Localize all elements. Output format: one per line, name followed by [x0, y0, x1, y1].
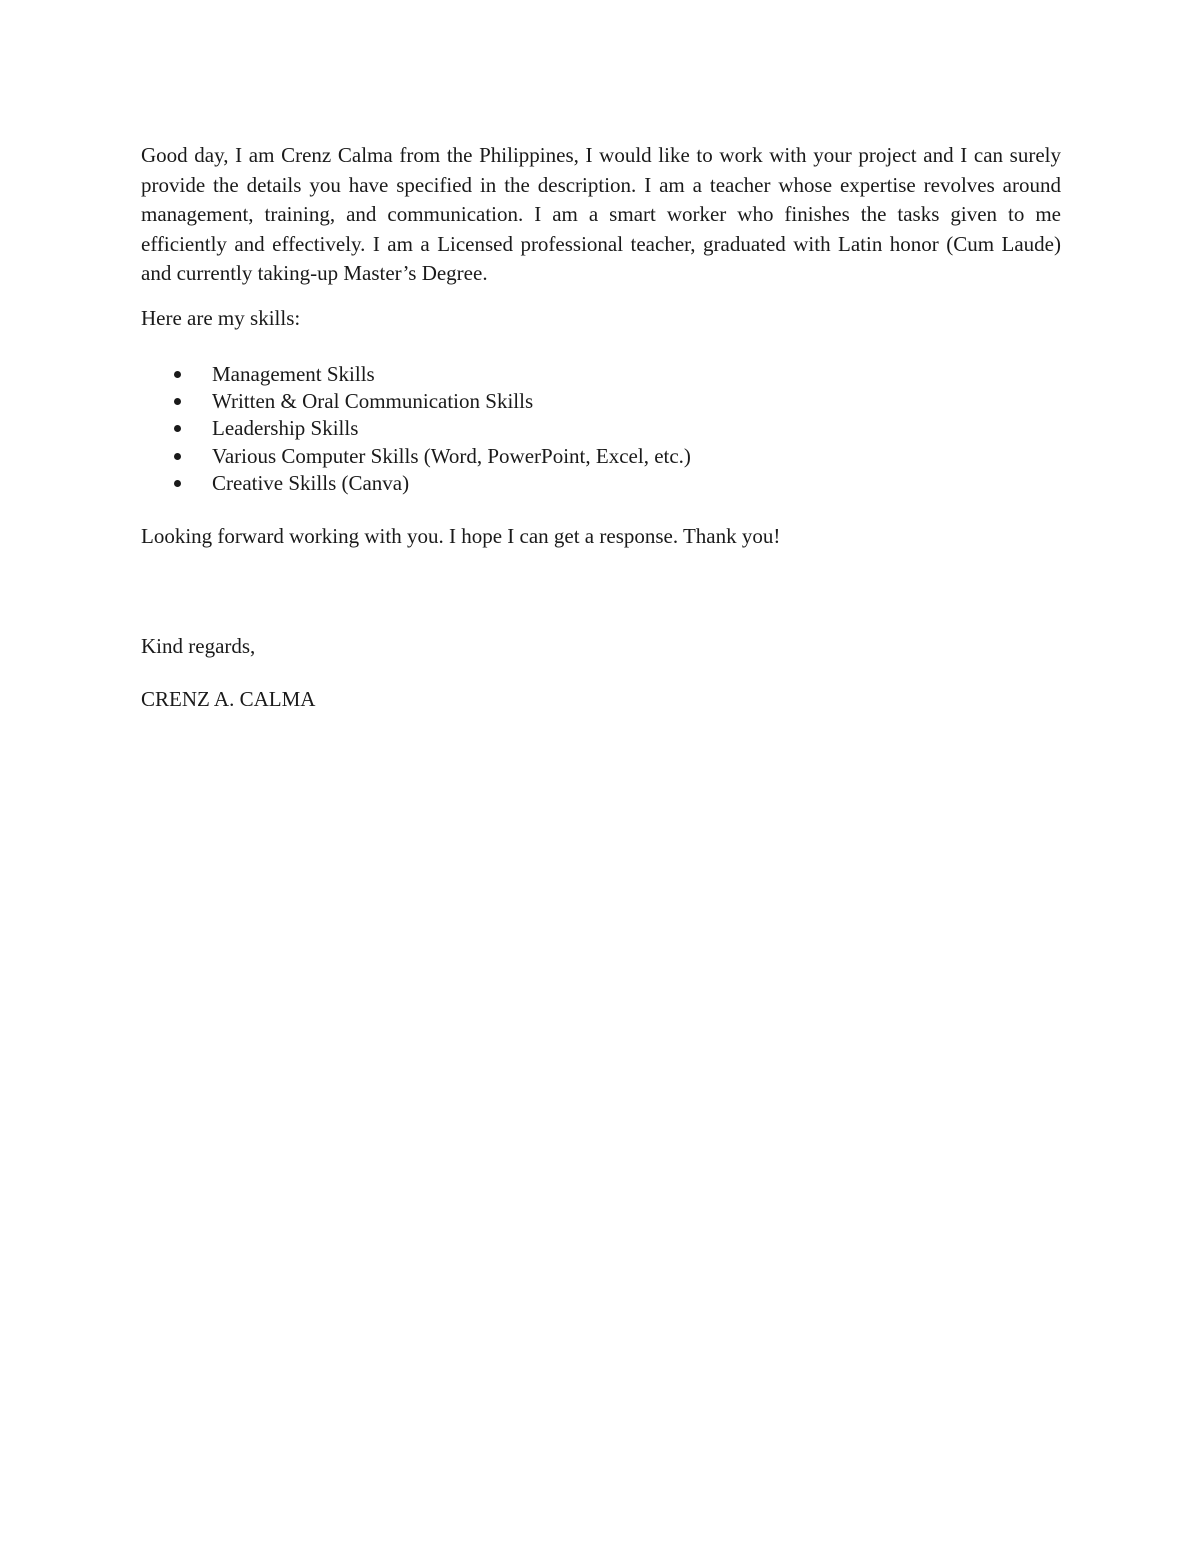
sign-off: Kind regards, — [141, 634, 256, 658]
bullet-icon — [174, 371, 181, 378]
list-item — [141, 388, 691, 415]
bullet-icon — [174, 398, 181, 405]
cover-letter — [141, 141, 1061, 711]
list-item — [141, 470, 691, 497]
bullet-icon — [174, 480, 181, 487]
skills-list — [141, 361, 691, 497]
skill-label: Leadership Skills — [212, 416, 359, 441]
bullet-icon — [174, 425, 181, 432]
bullet-icon — [174, 453, 181, 460]
signature-name: CRENZ A. CALMA — [141, 687, 316, 711]
skills-heading: Here are my skills: — [141, 306, 301, 330]
skill-label: Management Skills — [212, 362, 375, 386]
intro-paragraph: Good day, I am Crenz Calma from the Philippines, I would like to work with your project and I can surely provide the details you have specified in the description. I am a teacher whose expertise revolves around management, training, and communication. I am a smart worker who finishes the tasks given to me efficiently and effectively. I am a Licensed professional teacher, graduated with Latin honor (Cum Laude) and currently taking-up Master’s Degree. — [141, 143, 1061, 286]
skill-label: Creative Skills (Canva) — [212, 470, 410, 495]
skill-label: Various Computer Skills (Word, PowerPoint, Excel, etc.) — [212, 443, 691, 468]
list-item — [141, 415, 691, 442]
closing-paragraph: Looking forward working with you. I hope I can get a response. Thank you! — [141, 524, 781, 548]
skill-label: Written & Oral Communication Skills — [212, 389, 534, 414]
list-item — [141, 443, 691, 470]
list-item — [141, 361, 691, 388]
